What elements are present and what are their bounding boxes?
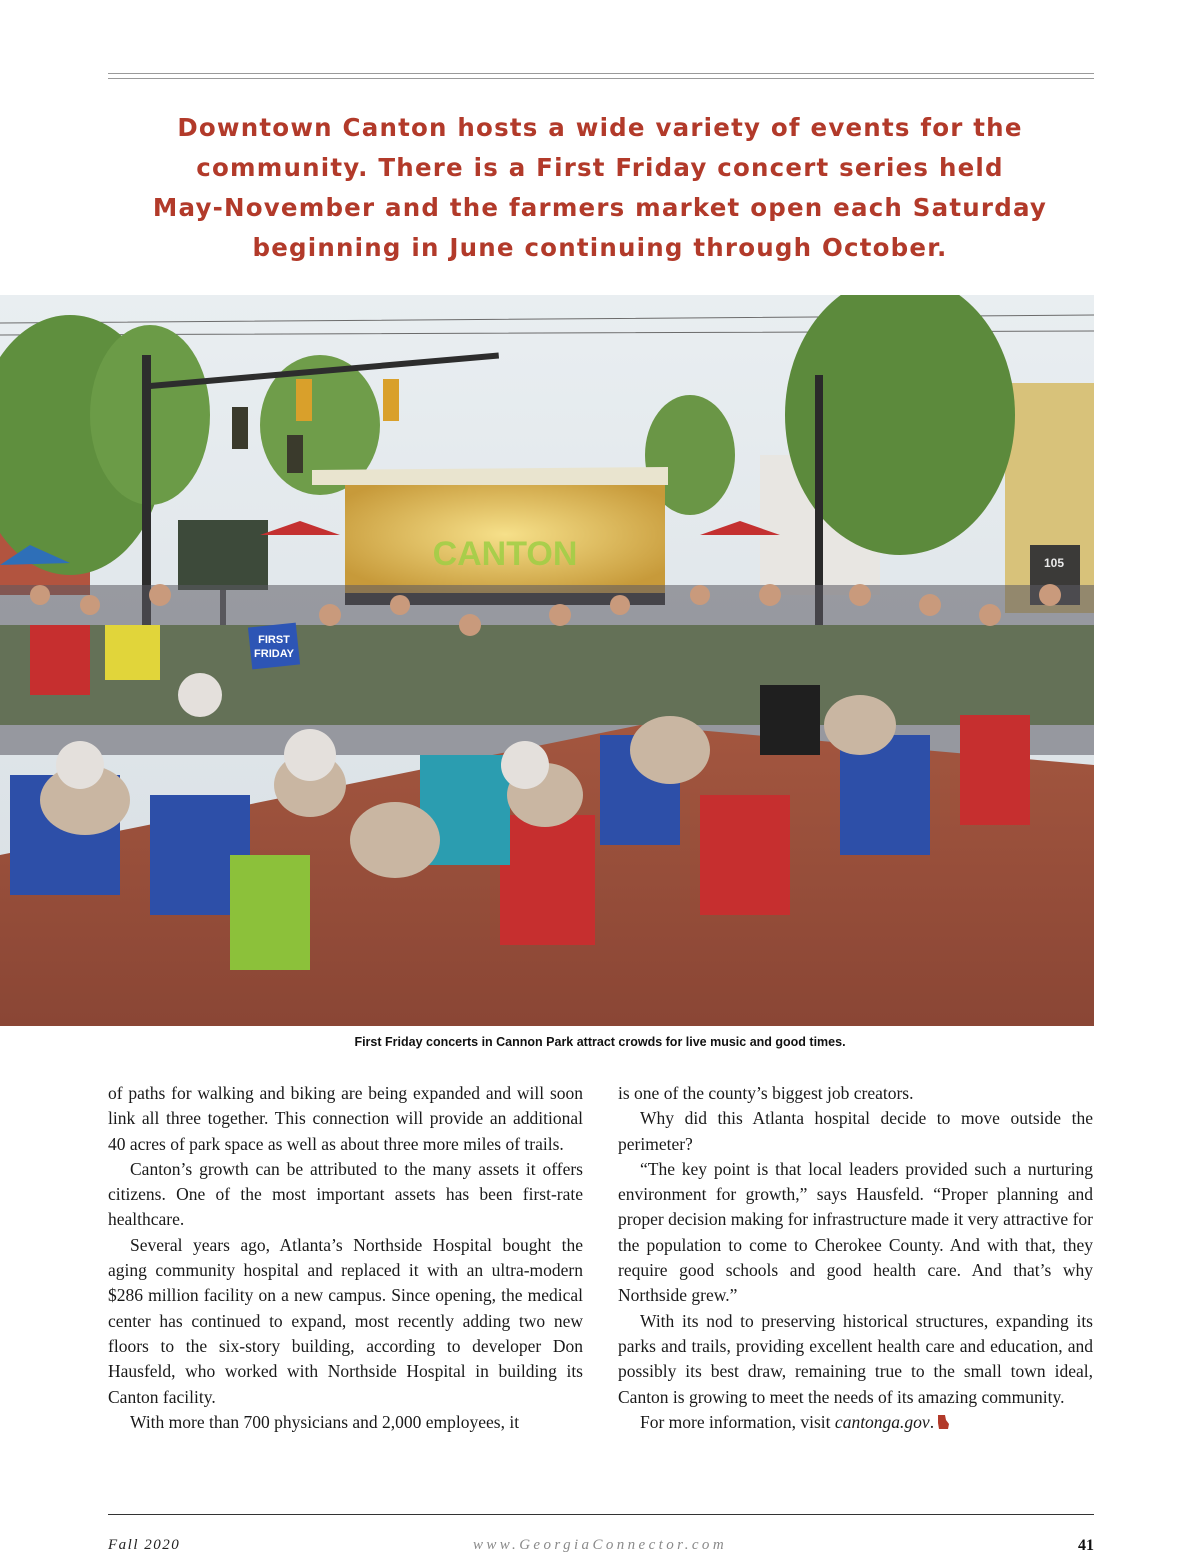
sign-friday-text: FRIDAY <box>254 648 294 660</box>
paragraph: Why did this Atlanta hospital decide to move outside the perimeter? <box>618 1108 1093 1154</box>
paragraph: Several years ago, Atlanta’s Northside Hospital bought the aging community hospital and replaced it with an ultra-modern $286 million facility on a new campus. Since opening, the medical center has continued to expand, most recently adding two new floors to the six-story building, according to developer Don Hausfeld, who worked with Northside Hospital in building its Canton facility. <box>108 1234 583 1407</box>
pull-quote-line: beginning in June continuing through October. <box>252 233 948 262</box>
closing-paragraph <box>618 1410 1093 1435</box>
paragraph: is one of the county’s biggest job creators. <box>618 1083 914 1103</box>
paragraph: Canton’s growth can be attributed to the many assets it offers citizens. One of the most important assets has been first-rate healthcare. <box>108 1158 583 1230</box>
article-column-left <box>108 1081 583 1435</box>
paragraph: of paths for walking and biking are being expanded and will soon link all three together. This connection will provide an additional 40 acres of park space as well as about three more miles of trails. <box>108 1083 583 1154</box>
page-number: 41 <box>1078 1537 1094 1554</box>
paragraph: With more than 700 physicians and 2,000 employees, it <box>130 1411 520 1432</box>
paragraph: With its nod to preserving historical structures, expanding its parks and trails, providing excellent health care and education, and possibly its best draw, remaining true to the small town ideal, Canton is growing to meet the needs of its amazing community. <box>618 1310 1093 1407</box>
pull-quote-line: Downtown Canton hosts a wide variety of events for the <box>177 113 1023 142</box>
sign-first-text: FIRST <box>258 634 290 646</box>
pull-quote <box>150 108 1050 268</box>
website-link[interactable]: cantonga.gov <box>834 1411 930 1432</box>
footer-url[interactable]: www.GeorgiaConnector.com <box>472 1537 728 1553</box>
concert-photo <box>0 295 1094 1026</box>
building-number: 105 <box>1044 556 1065 570</box>
pull-quote-line: community. There is a First Friday concert series held <box>196 153 1004 182</box>
article-column-right <box>618 1081 1093 1435</box>
closing-lead: For more information, visit <box>640 1411 835 1432</box>
stage-banner-text: CANTON <box>432 535 578 573</box>
paragraph: “The key point is that local leaders provided such a nurturing environment for growth,” says Hausfeld. “Proper planning and proper decision making for infrastructure made it very attractive for the population to come to Cherokee County. And with that, they require good schools and good health care. And that’s why Northside grew.” <box>618 1158 1093 1306</box>
top-rule <box>108 73 1094 74</box>
georgia-state-end-icon <box>937 1415 949 1429</box>
footer-issue: Fall 2020 <box>108 1537 181 1553</box>
photo-caption: First Friday concerts in Cannon Park attract crowds for live music and good times. <box>354 1035 846 1049</box>
footer-rule <box>108 1514 1094 1515</box>
closing-period: . <box>929 1411 935 1432</box>
pull-quote-line: May-November and the farmers market open each Saturday <box>152 193 1048 222</box>
top-rule-secondary <box>108 78 1094 79</box>
